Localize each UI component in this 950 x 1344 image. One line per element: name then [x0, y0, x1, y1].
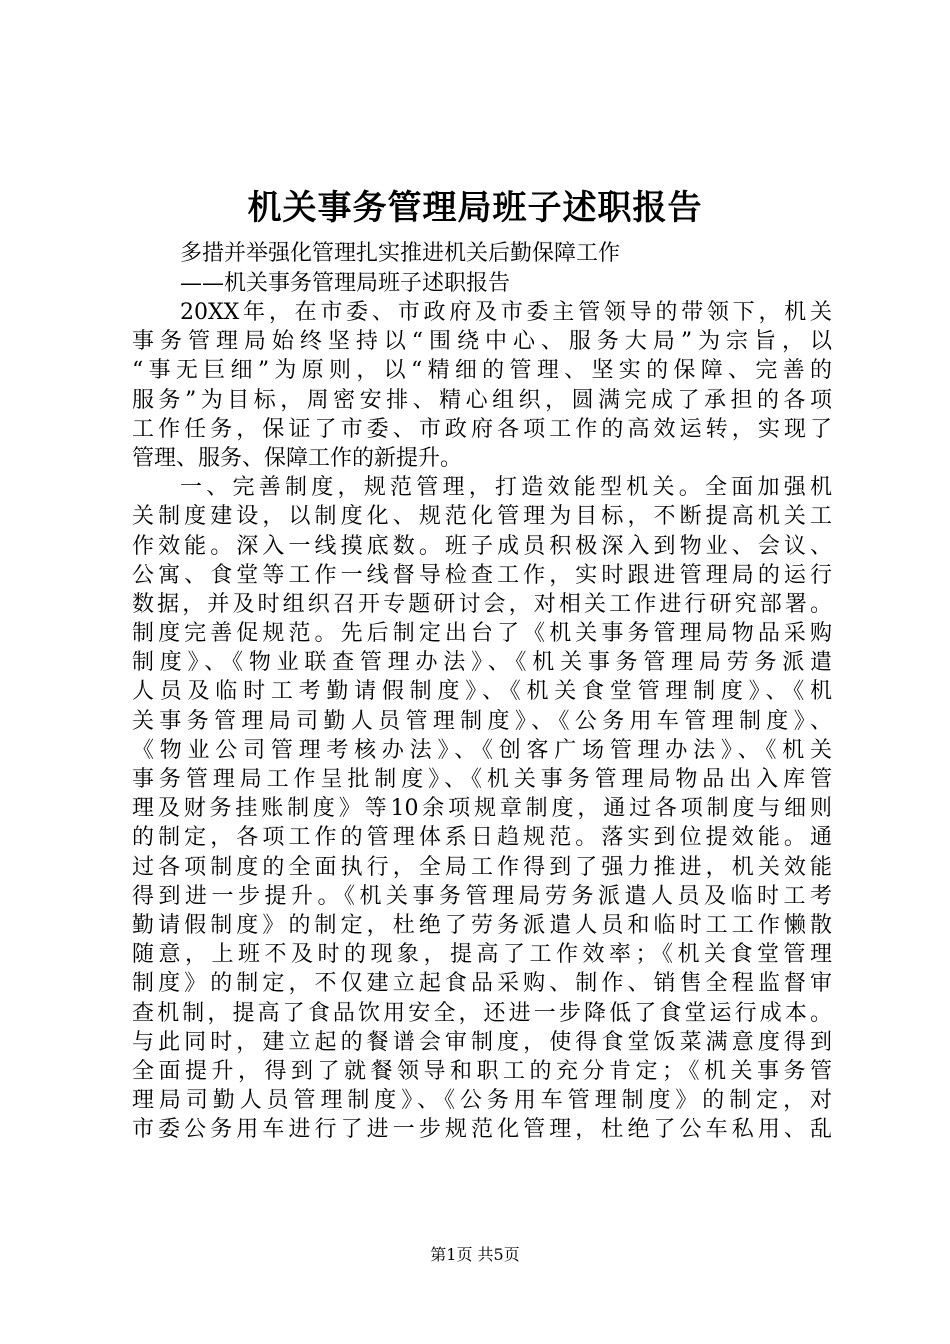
- body-line: 制度完善促规范。先后制定出台了《机关事务管理局物品采购: [132, 621, 832, 647]
- body-line: 过各项制度的全面执行，全局工作得到了强力推进，机关效能: [132, 854, 832, 880]
- body-line: 事务管理局工作呈批制度》、《机关事务管理局物品出入库管: [132, 767, 832, 792]
- body-line: 制度》、《物业联查管理办法》、《机关事务管理局劳务派遣: [132, 650, 832, 676]
- body-line: 作效能。深入一线摸底数。班子成员积极深入到物业、会议、: [132, 533, 832, 559]
- body-line: 全面提升，得到了就餐领导和职工的充分肯定；《机关事务管: [132, 1058, 832, 1084]
- body-line: 服务”为目标，周密安排、精心组织，圆满完成了承担的各项: [132, 387, 832, 413]
- body-line: 管理、服务、保障工作的新提升。: [132, 445, 463, 471]
- body-line: 制度》的制定，不仅建立起食品采购、制作、销售全程监督审: [132, 971, 832, 997]
- body-line: 的制定，各项工作的管理体系日趋规范。落实到位提效能。通: [132, 825, 832, 851]
- body-line: 得到进一步提升。《机关事务管理局劳务派遣人员及临时工考: [132, 883, 832, 909]
- body-line: 事务管理局始终坚持以“围绕中心、服务大局”为宗旨，以: [132, 329, 832, 355]
- body-line: 与此同时，建立起的餐谱会审制度，使得食堂饭菜满意度得到: [132, 1029, 832, 1055]
- body-line: 关制度建设，以制度化、规范化管理为目标，不断提高机关工: [132, 504, 832, 530]
- body-line: 人员及临时工考勤请假制度》、《机关食堂管理制度》、《机: [132, 679, 832, 705]
- page-footer: 第1页 共5页: [430, 1245, 520, 1264]
- body-line: 关事务管理局司勤人员管理制度》、《公务用车管理制度》、: [132, 708, 832, 734]
- body-line: 理局司勤人员管理制度》、《公务用车管理制度》的制定，对: [132, 1088, 832, 1114]
- body-line: 公寓、食堂等工作一线督导检查工作，实时跟进管理局的运行: [132, 562, 832, 588]
- document-body: [132, 298, 832, 1144]
- body-line: 理及财务挂账制度》等10余项规章制度，通过各项制度与细则: [132, 796, 832, 822]
- body-line: 工作任务，保证了市委、市政府各项工作的高效运转，实现了: [132, 416, 832, 442]
- body-line: 数据，并及时组织召开专题研讨会，对相关工作进行研究部署。: [132, 591, 832, 617]
- body-line: 勤请假制度》的制定，杜绝了劳务派遣人员和临时工工作懒散: [132, 912, 832, 938]
- body-line: 市委公务用车进行了进一步规范化管理，杜绝了公车私用、乱: [132, 1117, 832, 1143]
- body-line: “事无巨细”为原则，以“精细的管理、坚实的保障、完善的: [132, 358, 832, 384]
- body-line: 一、完善制度，规范管理，打造效能型机关。全面加强机: [180, 475, 832, 501]
- body-line: 随意，上班不及时的现象，提高了工作效率；《机关食堂管理: [132, 942, 832, 968]
- document-title: 机关事务管理局班子述职报告: [247, 188, 703, 228]
- document-subtitle-main: 多措并举强化管理扎实推进机关后勤保障工作: [180, 241, 621, 266]
- document-subtitle-secondary: ——机关事务管理局班子述职报告: [180, 271, 511, 296]
- body-line: 《物业公司管理考核办法》、《创客广场管理办法》、《机关: [132, 737, 832, 763]
- body-line: 查机制，提高了食品饮用安全，还进一步降低了食堂运行成本。: [132, 1000, 832, 1026]
- body-line: 20XX年，在市委、市政府及市委主管领导的带领下，机关: [180, 300, 832, 325]
